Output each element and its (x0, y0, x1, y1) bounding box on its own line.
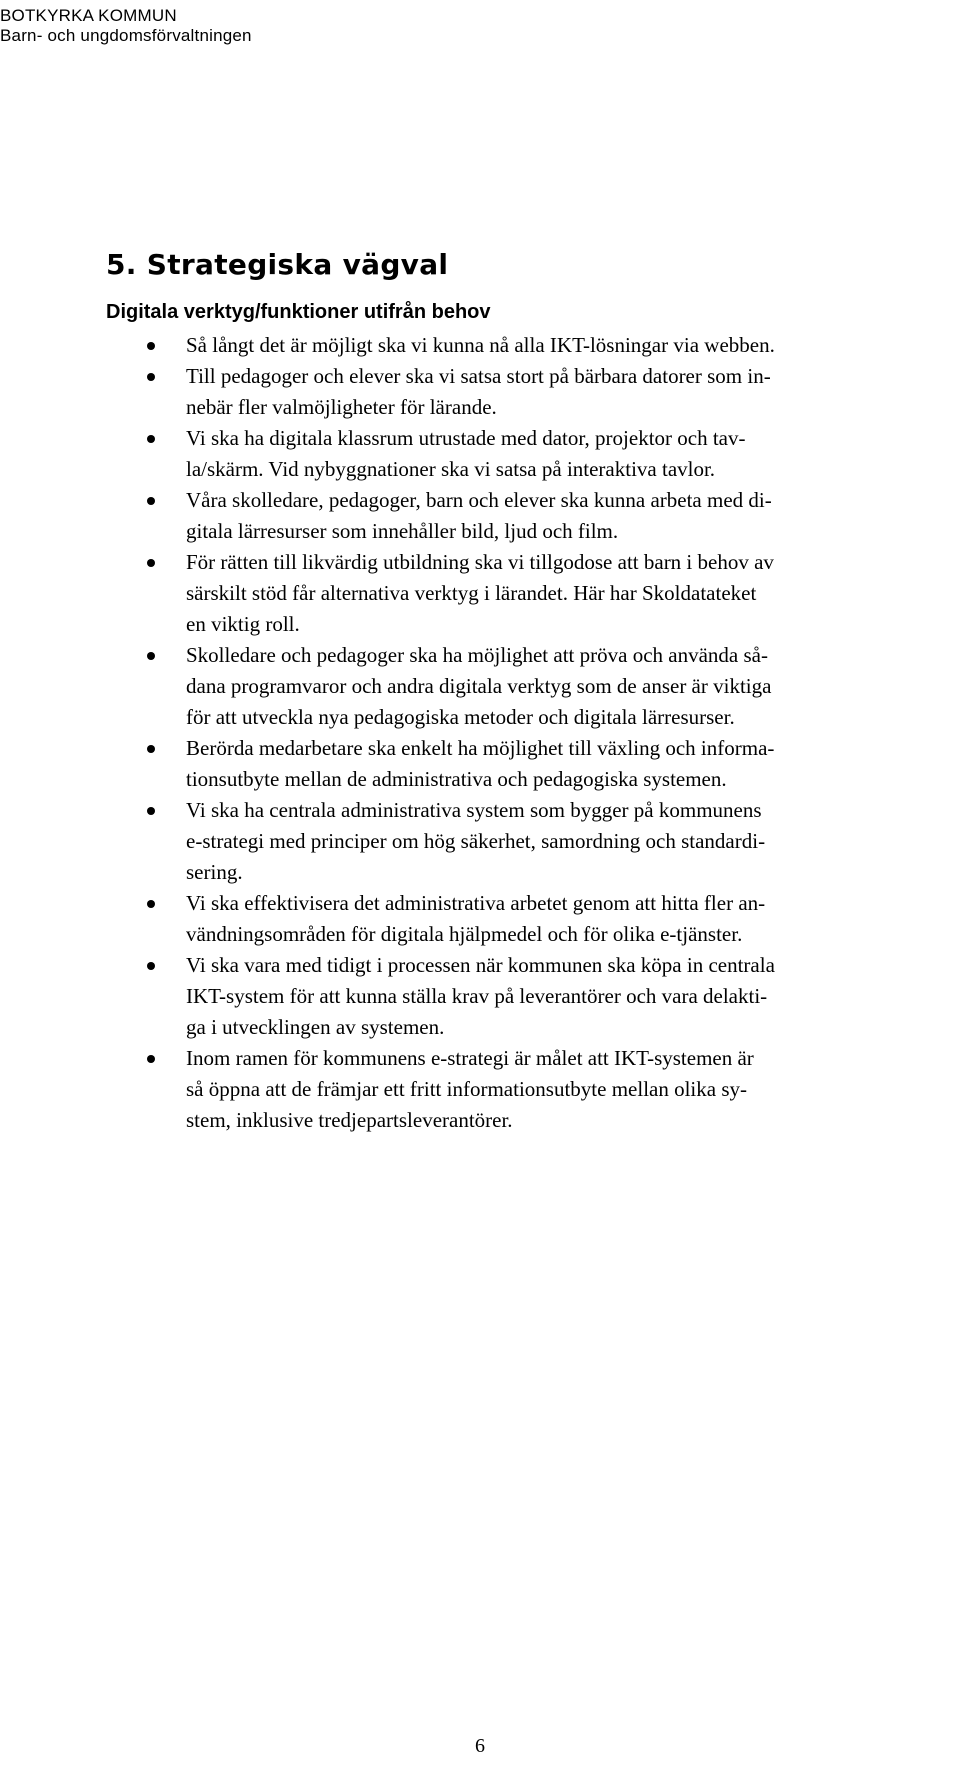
list-item (106, 330, 946, 361)
bullet-icon (147, 373, 155, 381)
list-item-line: vändningsområden för digitala hjälpmedel och för olika e-tjänster. (186, 922, 743, 946)
list-item-line: så öppna att de främjar ett fritt informationsutbyte mellan olika sy- (186, 1077, 748, 1101)
list-item-line: stem, inklusive tredjepartsleverantörer. (186, 1108, 513, 1132)
bullet-icon (147, 435, 155, 443)
list-item-line: För rätten till likvärdig utbildning ska vi tillgodose att barn i behov av (186, 550, 774, 574)
bullet-icon (147, 652, 155, 660)
list-item-line: Vi ska vara med tidigt i processen när kommunen ska köpa in centrala (186, 953, 775, 977)
list-item-line: Berörda medarbetare ska enkelt ha möjlighet till växling och informa- (186, 736, 775, 760)
list-item (106, 950, 946, 1043)
list-item (106, 888, 946, 950)
bullet-icon (147, 807, 155, 815)
section-title: 5. Strategiska vägval (106, 248, 449, 281)
page-header (0, 6, 252, 46)
bullet-list (106, 330, 946, 1136)
list-item-line: nebär fler valmöjligheter för lärande. (186, 395, 497, 419)
bullet-icon (147, 900, 155, 908)
list-item-line: Vi ska effektivisera det administrativa arbetet genom att hitta fler an- (186, 891, 766, 915)
list-item-line: Inom ramen för kommunens e-strategi är målet att IKT-systemen är (186, 1046, 754, 1070)
main-content (106, 248, 946, 1136)
list-item-line: e-strategi med principer om hög säkerhet, samordning och standardi- (186, 829, 766, 853)
list-item-line: la/skärm. Vid nybyggnationer ska vi satsa på interaktiva tavlor. (186, 457, 716, 481)
organization-name: BOTKYRKA KOMMUN (0, 6, 177, 25)
list-item (106, 423, 946, 485)
list-item-line: Vi ska ha centrala administrativa system som bygger på kommunens (186, 798, 762, 822)
bullet-icon (147, 962, 155, 970)
list-item-line: Vi ska ha digitala klassrum utrustade med dator, projektor och tav- (186, 426, 746, 450)
list-item (106, 795, 946, 888)
list-item-line: Till pedagoger och elever ska vi satsa stort på bärbara datorer som in- (186, 364, 771, 388)
bullet-icon (147, 342, 155, 350)
list-item-line: en viktig roll. (186, 612, 300, 636)
list-item-line: Skolledare och pedagoger ska ha möjlighet att pröva och använda så- (186, 643, 768, 667)
list-item (106, 733, 946, 795)
list-item-line: tionsutbyte mellan de administrativa och pedagogiska systemen. (186, 767, 727, 791)
list-item-line: Våra skolledare, pedagoger, barn och elever ska kunna arbeta med di- (186, 488, 772, 512)
section-subheading: Digitala verktyg/funktioner utifrån behov (106, 301, 491, 323)
list-item-line: ga i utvecklingen av systemen. (186, 1015, 445, 1039)
list-item-line: särskilt stöd får alternativa verktyg i lärandet. Här har Skoldatateket (186, 581, 757, 605)
page-number: 6 (475, 1735, 485, 1757)
list-item (106, 361, 946, 423)
list-item (106, 1043, 946, 1136)
list-item-line: för att utveckla nya pedagogiska metoder och digitala lärresurser. (186, 705, 735, 729)
list-item (106, 547, 946, 640)
list-item (106, 640, 946, 733)
department-name: Barn- och ungdomsförvaltningen (0, 26, 252, 45)
list-item-line: sering. (186, 860, 243, 884)
bullet-icon (147, 745, 155, 753)
list-item-line: dana programvaror och andra digitala verktyg som de anser är viktiga (186, 674, 772, 698)
list-item-line: gitala lärresurser som innehåller bild, ljud och film. (186, 519, 619, 543)
bullet-icon (147, 559, 155, 567)
list-item-line: Så långt det är möjligt ska vi kunna nå alla IKT-lösningar via webben. (186, 333, 775, 357)
list-item (106, 485, 946, 547)
bullet-icon (147, 497, 155, 505)
list-item-line: IKT-system för att kunna ställa krav på leverantörer och vara delakti- (186, 984, 768, 1008)
bullet-icon (147, 1055, 155, 1063)
